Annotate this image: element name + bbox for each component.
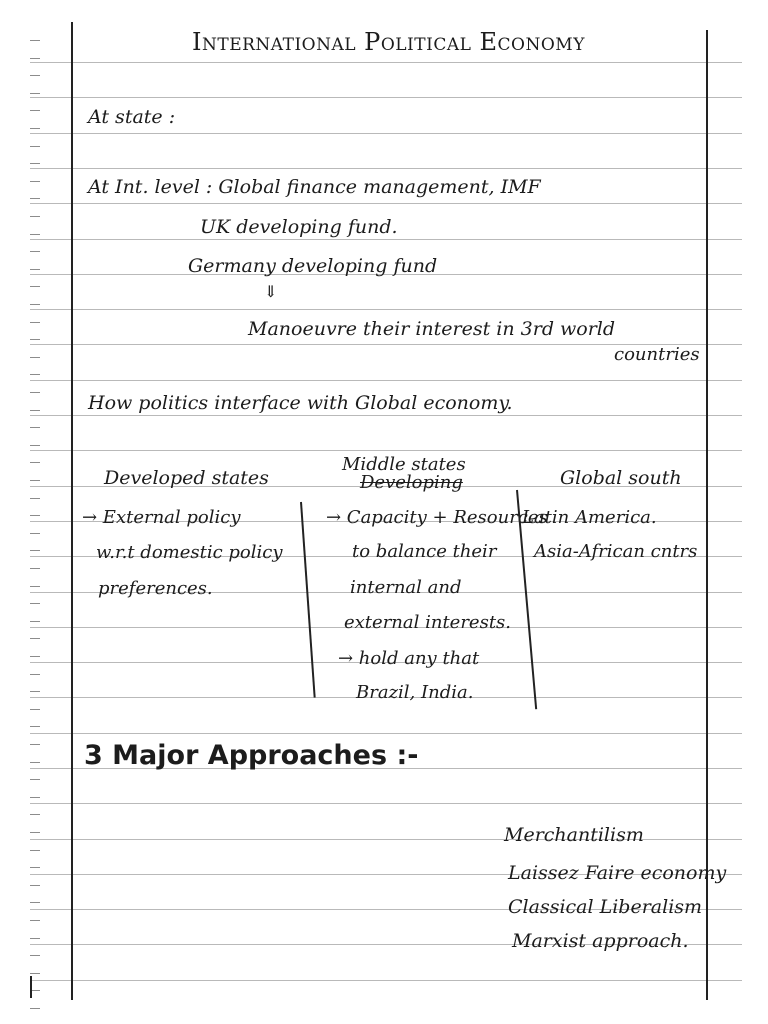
approach-2: Laissez Faire economy — [508, 862, 727, 884]
at-state-line: At state : — [88, 106, 176, 128]
developed-line-2: w.r.t domestic policy — [96, 542, 283, 563]
margin-tick — [30, 850, 40, 851]
margin-tick — [30, 58, 40, 59]
margin-tick — [30, 621, 40, 622]
margin-tick — [30, 374, 40, 375]
margin-tick — [30, 533, 40, 534]
margin-tick — [30, 726, 40, 727]
margin-tick — [30, 603, 40, 604]
column-divider-1 — [300, 502, 316, 698]
margin-tick — [30, 920, 40, 921]
margin-tick — [30, 269, 40, 270]
margin-tick — [30, 638, 40, 639]
margin-tick — [30, 427, 40, 428]
right-margin-line — [706, 30, 708, 1000]
approaches-heading: 3 Major Approaches :- — [84, 740, 419, 771]
margin-tick — [30, 744, 40, 745]
margin-tick — [30, 322, 40, 323]
countries-line: countries — [614, 344, 700, 365]
margin-tick — [30, 586, 40, 587]
margin-tick — [30, 568, 40, 569]
middle-line-6: Brazil, India. — [356, 682, 474, 703]
ruled-line — [30, 133, 742, 134]
middle-line-1: → Capacity + Resources — [326, 507, 548, 528]
uk-fund-line: UK developing fund. — [200, 216, 398, 238]
margin-tick — [30, 814, 40, 815]
ruled-line — [30, 380, 742, 381]
margin-tick — [30, 181, 40, 182]
ruled-line — [30, 415, 742, 416]
germany-fund-line: Germany developing fund — [188, 255, 438, 277]
margin-tick — [30, 163, 40, 164]
ruled-line — [30, 203, 742, 204]
margin-tick — [30, 955, 40, 956]
middle-line-2: to balance their — [352, 541, 497, 562]
margin-tick — [30, 797, 40, 798]
margin-tick — [30, 885, 40, 886]
developed-line-1: → External policy — [82, 507, 241, 528]
margin-tick — [30, 867, 40, 868]
down-arrow: ⇓ — [264, 282, 278, 301]
ruled-line — [30, 168, 742, 169]
ruled-line — [30, 62, 742, 63]
ruled-line — [30, 980, 742, 981]
developed-line-3: preferences. — [98, 578, 213, 599]
int-level-line: At Int. level : Global finance management, IMF — [88, 176, 541, 198]
margin-tick — [30, 339, 40, 340]
margin-tick — [30, 709, 40, 710]
ruled-line — [30, 803, 742, 804]
margin-tick — [30, 550, 40, 551]
ruled-line — [30, 239, 742, 240]
margin-tick — [30, 832, 40, 833]
margin-tick — [30, 779, 40, 780]
page-edge-mark — [30, 976, 32, 998]
margin-tick — [30, 480, 40, 481]
margin-tick — [30, 674, 40, 675]
margin-tick — [30, 304, 40, 305]
margin-tick — [30, 498, 40, 499]
margin-tick — [30, 146, 40, 147]
margin-tick — [30, 902, 40, 903]
south-heading: Global south — [560, 467, 682, 489]
page-title: International Political Economy — [192, 28, 585, 56]
margin-tick — [30, 973, 40, 974]
middle-heading-struck: Developing — [360, 472, 463, 493]
margin-tick — [30, 251, 40, 252]
margin-tick — [30, 392, 40, 393]
margin-tick — [30, 410, 40, 411]
manoeuvre-line: Manoeuvre their interest in 3rd world — [248, 318, 616, 340]
developed-heading: Developed states — [104, 467, 269, 489]
middle-line-5: → hold any that — [338, 648, 480, 669]
margin-tick — [30, 762, 40, 763]
margin-tick — [30, 445, 40, 446]
margin-tick — [30, 357, 40, 358]
margin-tick — [30, 691, 40, 692]
middle-line-4: external interests. — [344, 612, 512, 633]
ruled-line — [30, 97, 742, 98]
margin-tick — [30, 462, 40, 463]
margin-tick — [30, 656, 40, 657]
approach-3: Classical Liberalism — [508, 896, 703, 918]
middle-line-3: internal and — [350, 577, 462, 598]
ruled-line — [30, 309, 742, 310]
margin-tick — [30, 286, 40, 287]
margin-tick — [30, 128, 40, 129]
south-line-2: Asia-African cntrs — [534, 541, 698, 562]
margin-tick — [30, 515, 40, 516]
margin-tick — [30, 110, 40, 111]
margin-tick — [30, 938, 40, 939]
margin-tick — [30, 198, 40, 199]
approach-4: Marxist approach. — [512, 930, 689, 952]
margin-tick — [30, 93, 40, 94]
margin-tick — [30, 40, 40, 41]
approach-1: Merchantilism — [504, 824, 644, 846]
how-politics-line: How politics interface with Global economy. — [88, 392, 513, 414]
margin-tick — [30, 1008, 40, 1009]
margin-tick — [30, 75, 40, 76]
south-line-1: Latin America. — [522, 507, 657, 528]
ruled-line — [30, 450, 742, 451]
middle-heading: Middle states — [342, 454, 466, 475]
margin-tick — [30, 234, 40, 235]
left-margin-line — [71, 22, 73, 1000]
ruled-line — [30, 733, 742, 734]
margin-tick — [30, 216, 40, 217]
